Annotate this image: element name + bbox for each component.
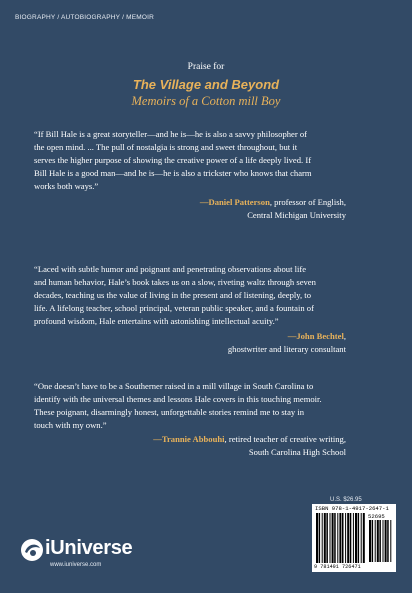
barcode-bar bbox=[316, 513, 318, 563]
barcode-bar bbox=[361, 513, 362, 563]
barcode-bar bbox=[350, 513, 352, 563]
barcode-bar bbox=[375, 520, 376, 562]
barcode-bar bbox=[387, 520, 389, 562]
quote-line: “One doesn’t have to be a Southerner raised in a mill village in South Carolina to bbox=[34, 381, 314, 391]
barcode-bar bbox=[322, 513, 323, 563]
publisher-logo bbox=[20, 537, 170, 575]
barcode-bar bbox=[355, 513, 357, 563]
quote-line: “Laced with subtle humor and poignant and penetrating observations about life bbox=[34, 264, 307, 274]
genre-label: BIOGRAPHY / AUTOBIOGRAPHY / MEMOIR bbox=[15, 14, 154, 21]
book-title: The Village and Beyond bbox=[132, 77, 280, 92]
reviewer-affiliation: ghostwriter and literary consultant bbox=[227, 344, 346, 354]
publisher-url: www.iuniverse.com bbox=[50, 562, 102, 568]
barcode-bar bbox=[377, 520, 379, 562]
barcode-bar bbox=[330, 513, 331, 563]
barcode-bar bbox=[390, 520, 391, 562]
quote-line: Bill Hale is a good man—and he is—he is also a trickster who knows that charm bbox=[34, 168, 312, 178]
quote-line: serves the higher purpose of showing the creative power of a life deeply lived. If bbox=[34, 155, 312, 165]
review-quote-abbouhi bbox=[34, 380, 390, 432]
barcode-bar bbox=[372, 520, 374, 562]
reviewer-title: , bbox=[343, 331, 346, 341]
quote-line: touch with my own.” bbox=[34, 420, 107, 430]
barcode-bar bbox=[342, 513, 344, 563]
reviewer-title: , retired teacher of creative writing, bbox=[224, 434, 346, 444]
quote-line: life. A lifelong teacher, school principal, veteran public speaker, and a fountain of bbox=[34, 303, 314, 313]
reviewer-name: —Trannie Abbouhi bbox=[153, 434, 225, 444]
isbn-number: ISBN 978-1-4917-2647-1 bbox=[315, 505, 389, 512]
quote-line: and human behavior, Hale’s book takes us on a slow, riveting waltz through seven bbox=[34, 277, 316, 287]
review-quote-patterson bbox=[34, 128, 390, 193]
barcode-bar bbox=[353, 513, 354, 563]
quote-line: “If Bill Hale is a great storyteller—and he is—he is also a savvy philosopher of bbox=[34, 129, 308, 139]
reviewer-title: , professor of English, bbox=[269, 197, 346, 207]
quote-line: identify with the universal themes and lessons Hale covers in this touching memoir. bbox=[34, 394, 322, 404]
price-code: 52695 bbox=[368, 513, 385, 520]
barcode-bar bbox=[385, 520, 387, 562]
reviewer-affiliation: Central Michigan University bbox=[247, 210, 346, 220]
quote-line: These poignant, disarmingly honest, unforgettable stories remind me to stay in bbox=[34, 407, 305, 417]
barcode-bar bbox=[337, 513, 338, 563]
barcode-bar bbox=[358, 513, 360, 563]
publisher-name: iUniverse bbox=[45, 537, 133, 559]
reviewer-affiliation: South Carolina High School bbox=[248, 447, 346, 457]
barcode-bar bbox=[332, 513, 334, 563]
quote-line: works both ways.” bbox=[34, 181, 99, 191]
reviewer-name: —John Bechtel bbox=[287, 331, 344, 341]
barcode-bar bbox=[334, 513, 336, 563]
barcode bbox=[312, 504, 396, 572]
barcode-bar bbox=[347, 513, 349, 563]
reviewer-name: —Daniel Patterson bbox=[199, 197, 270, 207]
barcode-bar bbox=[326, 513, 328, 563]
review-attribution-bechtel bbox=[228, 330, 346, 356]
barcode-bar bbox=[379, 520, 381, 562]
book-subtitle: Memoirs of a Cotton mill Boy bbox=[131, 94, 281, 108]
barcode-bar bbox=[339, 513, 341, 563]
price-barcode-bars bbox=[369, 520, 393, 562]
barcode-bar bbox=[319, 513, 321, 563]
barcode-bar bbox=[369, 520, 371, 562]
barcode-bar bbox=[324, 513, 326, 563]
iuniverse-swirl-icon bbox=[20, 537, 46, 563]
quote-line: decades, teaching us the value of living in the present and of listening, deeply, to bbox=[34, 290, 311, 300]
barcode-bar bbox=[383, 520, 384, 562]
ean-barcode-bars bbox=[316, 513, 366, 563]
price-label: U.S. $26.95 bbox=[330, 497, 362, 503]
ean-digits: 9 781491 726471 bbox=[314, 564, 361, 570]
review-attribution-patterson bbox=[200, 196, 346, 222]
quote-line: profound wisdom, Hale entertains with astonishing intellectual acuity.” bbox=[34, 316, 279, 326]
barcode-bar bbox=[363, 513, 365, 563]
praise-for-label: Praise for bbox=[187, 62, 225, 72]
review-attribution-abbouhi bbox=[153, 433, 346, 459]
quote-line: the open mind. ... The pull of nostalgia is strong and sweet throughout, but it bbox=[34, 142, 298, 152]
barcode-bar bbox=[345, 513, 346, 563]
review-quote-bechtel bbox=[34, 263, 390, 328]
